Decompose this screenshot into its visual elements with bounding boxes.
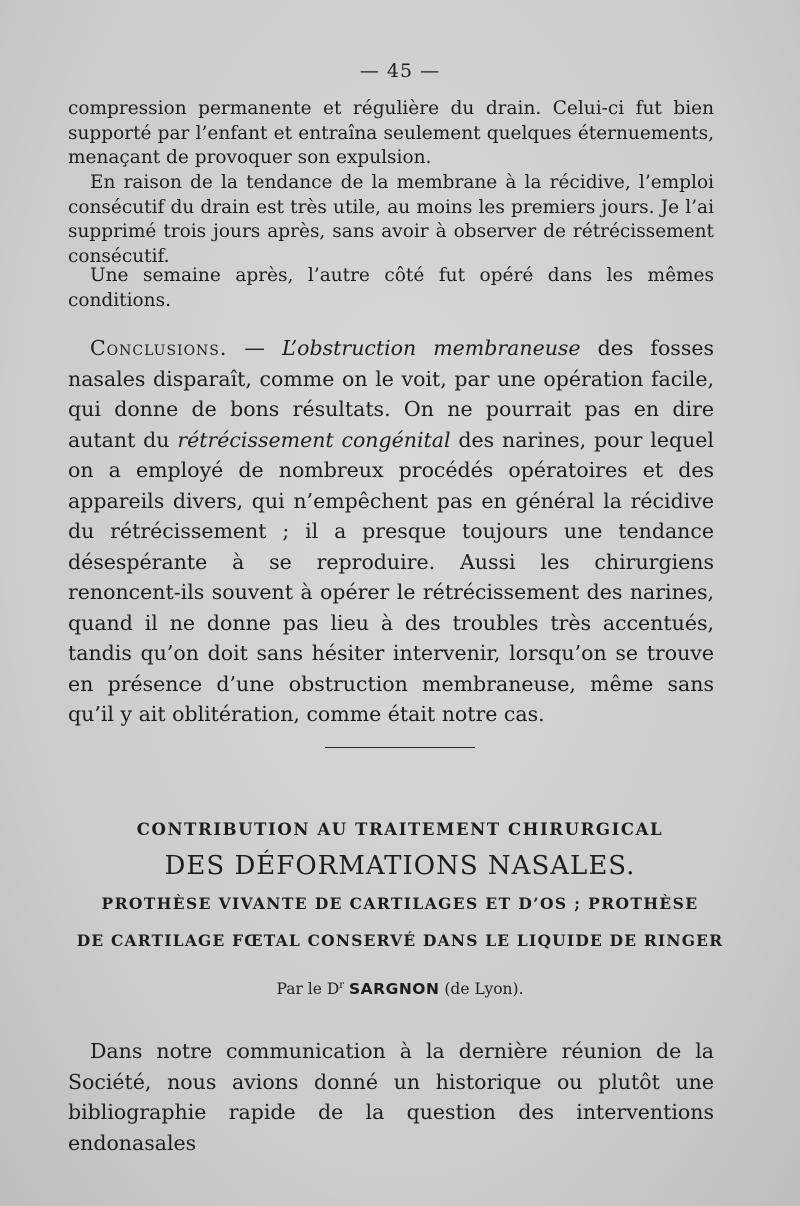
author-name: SARGNON <box>349 980 440 999</box>
section-divider <box>325 747 475 748</box>
conclusions-text-1: des fosses nasales disparaît, comme on le voit, par une opération facile, qui donne de bons résultats. On ne pourrait pas en dire autant du <box>68 336 714 452</box>
article-title: DES DÉFORMATIONS NASALES. <box>164 851 636 881</box>
paragraph-conclusions <box>68 333 714 730</box>
paragraph-intro: Dans notre communication à la dernière réunion de la Société, nous avions donné un historique ou plutôt une bibliographie rapide de la question des interventions endonasales <box>68 1039 714 1155</box>
paragraph-recidive: En raison de la tendance de la membrane à la récidive, l’emploi consécutif du drain est très utile, au moins les premiers jours. Je l’ai supprimé trois jours après, sans avoir à observer de rétrécissement consécutif. <box>68 172 714 267</box>
article-subtitle-cartilage: DE CARTILAGE FŒTAL CONSERVÉ DANS LE LIQUIDE DE RINGER <box>76 931 724 950</box>
conclusions-italic-obstruction: L’obstruction membraneuse <box>281 336 581 360</box>
paragraph-compression: compression permanente et régulière du drain. Celui-ci fut bien supporté par l’enfant et entraîna seulement quelques éternuements, menaçant de provoquer son expulsion. <box>68 98 714 168</box>
conclusions-italic-retrecissement: rétrécissement congénital <box>177 427 451 452</box>
conclusions-dash: — <box>227 336 282 360</box>
conclusions-label: Conclusions. <box>90 336 228 360</box>
author-suffix: (de Lyon). <box>439 980 524 999</box>
article-subtitle-prothese: PROTHÈSE VIVANTE DE CARTILAGES ET D’OS ; PROTHÈSE <box>101 894 699 913</box>
page-number: — 45 — <box>359 60 441 82</box>
article-heading-contribution: CONTRIBUTION AU TRAITEMENT CHIRURGICAL <box>136 820 664 839</box>
article-author <box>0 980 800 998</box>
author-prefix: Par le D <box>276 980 340 999</box>
author-prefix-sup: r <box>339 980 345 991</box>
paragraph-semaine: Une semaine après, l’autre côté fut opéré dans les mêmes conditions. <box>68 265 714 311</box>
conclusions-text-2: des narines, pour lequel on a employé de nombreux procédés opératoires et des appareils divers, qui n’empêchent pas en général la récidive du rétrécissement ; il a presque toujours une tendance désespérante à se reproduire. Aussi les chirurgiens renoncent-ils souvent à opérer le rétrécissement des narines, quand il ne donne pas lieu à des troubles très accentués, tandis qu’on doit sans hésiter intervenir, lorsqu’on se trouve en présence d’une obstruction membraneuse, même sans qu’il y ait oblitération, comme était notre cas. <box>68 427 714 726</box>
